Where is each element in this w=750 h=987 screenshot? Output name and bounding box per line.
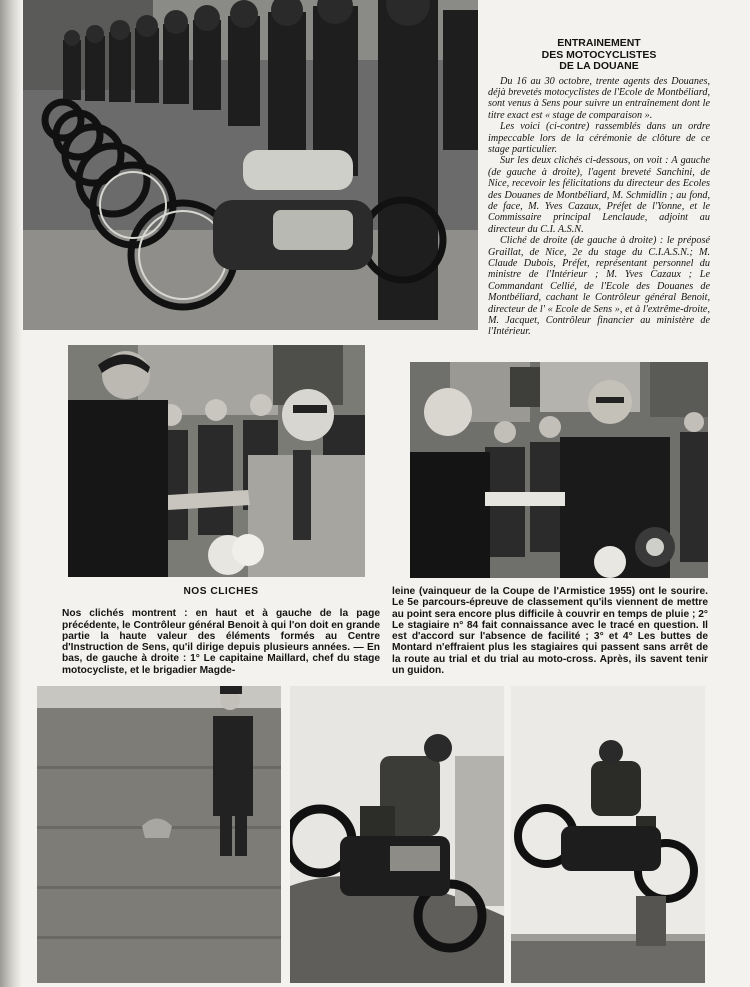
- article-paragraph-intro: Du 16 au 30 octobre, trente agents des Douanes, déjà brevetés motocyclistes de l'Ecole de Montbéliard, sont venus à Sens pour suivre un entraînement dont le titre exact est « stage de comparaison ».: [488, 75, 710, 121]
- caption-text-right: leine (vainqueur de la Coupe de l'Armistice 1955) ont le sourire. Le 5e parcours-épreuve de classement qu'ils viennent de mettre au point sera encore plus difficile à couvrir en temps de pluie ; 2° Le stagiaire n° 84 fait connaissance avec le tracé en question. Il est d'accord sur l'absence de facilité ; 3° et 4° Les buttes de Montard n'effraient plus les stagiaires qui passent sans arrêt de la route au trial et du trial au moto-cross. Après, ils savent tenir un guidon.: [392, 586, 708, 677]
- caption-text-left: Nos clichés montrent : en haut et à gauche de la page précédente, le Contrôleur général Benoit à qui l'on doit en grande partie la haute valeur des éléments formés au Centre d'Instruction de Sens, qu'il dirige depuis plusieurs années. — En bas, de gauche à droite : 1° Le capitaine Maillard, chef du stage motocycliste, et le brigadier Magde-: [62, 608, 380, 676]
- article-paragraph-left-photo: Sur les deux clichés ci-dessous, on voit : A gauche (de gauche à droite), l'agent breveté Sanchini, de Nice, recevoir les félicitations du directeur des Ecoles des Douanes de Montbéliard, M. Schmidlin ; au fond, de face, M. Yves Cazaux, Préfet de l'Yonne, et le Commissaire principal Lenclaude, adjoint au directeur du C.I. A.S.N.: [488, 155, 710, 235]
- caption-column-right: [392, 586, 708, 676]
- handshake-ceremony-left-photo: [68, 345, 365, 577]
- article-title-line-1: ENTRAINEMENT: [557, 37, 641, 49]
- captions-heading: NOS CLICHES: [183, 586, 259, 597]
- article-paragraph-right-photo: Cliché de droite (de gauche à droite) : le préposé Graillat, de Nice, 2e du stage du C.I.A.S.N.; M. Claude Dubois, Préfet, représentant personnel du ministre de l'Intérieur ; M. Yves Cazaux ; Le Commandant Cellié, de l'Ecole des Douanes de Montbéliard, cachant le Contrôleur général Benoit, directeur de l' « Ecole de Sens », et à l'extrême-droite, M. Jacquet, Contrôleur financier au ministère de l'Intérieur.: [488, 235, 710, 338]
- caption-column-left: [62, 586, 380, 676]
- article-title-line-3: DE LA DOUANE: [559, 60, 639, 72]
- article-paragraph-parade: Les voici (ci-contre) rassemblés dans un ordre impeccable lors de la cérémonie de clôture de ce stage particulier.: [488, 121, 710, 155]
- officer-in-field-photo: [37, 686, 281, 983]
- jump-rider-photo: [511, 686, 705, 983]
- handshake-ceremony-right-photo: [410, 362, 708, 578]
- article-title: [488, 38, 710, 73]
- page-gutter: [0, 0, 22, 987]
- photo-captions: [62, 586, 708, 678]
- article-sidebar: [488, 38, 710, 338]
- trial-rider-photo: [290, 686, 504, 983]
- article-title-line-2: DES MOTOCYCLISTES: [541, 48, 657, 61]
- motorcyclists-parade-photo: [23, 0, 478, 330]
